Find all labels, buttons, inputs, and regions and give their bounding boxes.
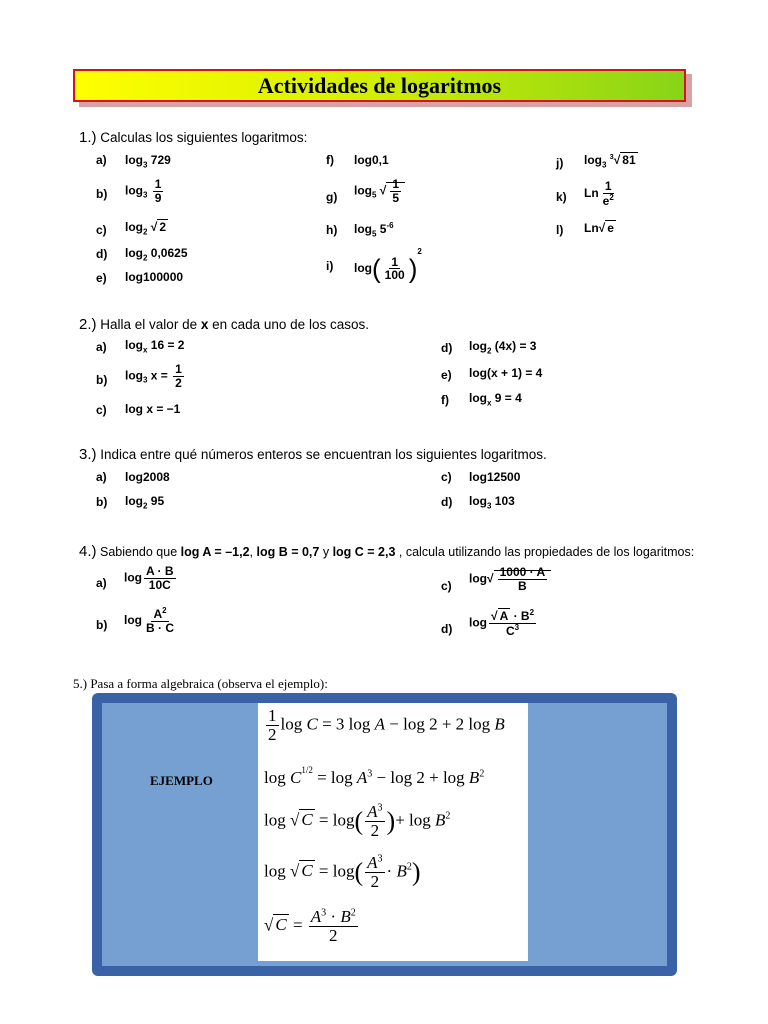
item-label: h) — [326, 223, 338, 237]
condition-a: log A = –1,2 — [180, 545, 250, 559]
q1-item-l — [556, 223, 563, 237]
q2-expr-f: $\log_x 9 = 4$ — [469, 391, 522, 408]
question-text: Halla el valor de — [100, 317, 201, 332]
item-label: f) — [326, 153, 334, 167]
q4-expr-d: log $\frac{√ A \cdot B^2}{C^3}$ — [469, 608, 535, 638]
q3-item-d — [441, 495, 452, 509]
q2-item-e — [441, 368, 452, 382]
item-label: e) — [441, 368, 452, 382]
question-variable: x — [200, 317, 209, 332]
q4-expr-c: log√ $\frac{1000 \cdot A}{B}$ — [469, 566, 551, 592]
q1-expr-e: log100000 — [125, 270, 184, 284]
q1-expr-j: $\log_3 ^3√$ 81 — [584, 153, 636, 170]
q2-expr-c: log x = −1 — [125, 402, 181, 416]
q1-item-a — [96, 153, 107, 167]
item-label: b) — [96, 495, 108, 509]
question-text: Indica entre qué números enteros se encuentran los siguientes logaritmos. — [100, 447, 547, 462]
q2-item-a — [96, 340, 107, 354]
title-banner — [73, 69, 686, 102]
equation-1: $\frac{1}{2}$ log C = 3 log A − log 2 + 2 log B — [268, 706, 505, 744]
q1-expr-c: $\log_2$ √ 2 — [125, 220, 167, 237]
q4-item-d — [441, 622, 452, 636]
q1-expr-a: $\log_3 729$ — [125, 153, 171, 170]
item-label: d) — [96, 247, 108, 261]
item-label: k) — [556, 190, 567, 204]
equation-4: log √ C = log( $\frac{A^3}{2}$ · $B^2$) — [264, 853, 421, 891]
question-1-heading — [79, 129, 307, 146]
item-label: c) — [441, 470, 452, 484]
question-2-heading — [79, 316, 369, 333]
q1-expr-l: Ln√ e — [584, 221, 614, 235]
expr-value: e — [607, 221, 614, 235]
item-label: a) — [96, 470, 107, 484]
expr-value: 103 — [494, 494, 515, 508]
condition-c: log C = 2,3 — [332, 545, 396, 559]
q3-expr-a: log2008 — [125, 470, 170, 484]
condition-b: log B = 0,7 — [256, 545, 320, 559]
q1-item-h — [326, 223, 337, 237]
q1-item-j — [556, 156, 563, 170]
item-label: b) — [96, 187, 108, 201]
equation-3: log √ C = log( $\frac{A^3}{2}$ )+ $\log B^2$ — [264, 802, 451, 840]
q2-expr-d: $\log_2 (4x) = 3$ — [469, 339, 537, 356]
separator: , — [249, 545, 257, 559]
item-label: j) — [556, 156, 564, 170]
q2-expr-a: $\log_x 16 = 2$ — [125, 338, 185, 355]
item-label: a) — [96, 153, 107, 167]
q1-expr-d: $\log_2 0,0625$ — [125, 246, 188, 263]
expr-value: 2 — [159, 220, 167, 234]
expr-exponent: -6 — [386, 221, 394, 230]
q4-item-c — [441, 579, 452, 593]
question-number: 4.) — [79, 543, 97, 560]
q1-expr-k: Ln $\frac{1}{e^2}$ — [584, 179, 614, 208]
expr-value: 81 — [622, 153, 636, 167]
q1-item-i — [326, 259, 333, 273]
q3-expr-b: $\log_2 95$ — [125, 494, 165, 511]
item-label: g) — [326, 190, 338, 204]
q1-expr-i: log( $\frac{1}{100}$ )$^2$ — [354, 247, 422, 284]
q3-item-c — [441, 470, 452, 484]
q3-item-a — [96, 470, 107, 484]
item-label: a) — [96, 340, 107, 354]
equation-5: √ C = $\frac{A^3 \cdot B^2}{2}$ — [264, 907, 356, 945]
q3-item-b — [96, 495, 107, 509]
item-label: l) — [556, 223, 564, 237]
question-text-end: en cada uno de los casos. — [208, 317, 369, 332]
q1-expr-b: $\log_3$ $\frac{1}{9}$ — [125, 177, 162, 205]
q1-item-b — [96, 187, 107, 201]
item-label: d) — [441, 341, 453, 355]
expr-value: 95 — [150, 494, 165, 508]
q2-expr-e: log(x + 1) = 4 — [469, 366, 543, 380]
item-label: i) — [326, 259, 334, 273]
q1-item-f — [326, 153, 334, 167]
item-label: c) — [96, 403, 107, 417]
item-label: b) — [96, 373, 108, 387]
q4-item-b — [96, 618, 107, 632]
q3-expr-c: log12500 — [469, 470, 521, 484]
item-label: a) — [96, 576, 107, 590]
q1-item-e — [96, 271, 107, 285]
q3-expr-d: $\log_3 103$ — [469, 494, 515, 511]
frac-num: 1 — [604, 179, 612, 193]
expr-value: 0,0625 — [150, 246, 188, 260]
example-label: EJEMPLO — [150, 773, 213, 788]
q2-item-c — [96, 403, 107, 417]
q4-item-a — [96, 576, 107, 590]
item-label: c) — [96, 223, 107, 237]
question-text: Sabiendo que — [100, 545, 181, 559]
q4-expr-a: log $\frac{A \cdot B}{10C}$ — [124, 564, 174, 592]
item-label: e) — [96, 271, 107, 285]
q2-item-f — [441, 393, 449, 407]
separator: y — [319, 545, 333, 559]
example-equations — [258, 703, 528, 961]
q2-expr-b: $\log_3 x$ = $\frac{1}{2}$ — [125, 362, 182, 390]
expr-value: 5 — [379, 222, 387, 236]
question-4-heading — [79, 543, 694, 560]
question-text-end: , calcula utilizando las propiedades de los logaritmos: — [395, 545, 695, 559]
q1-item-k — [556, 190, 567, 204]
question-3-heading — [79, 446, 547, 463]
question-number: 1.) — [79, 129, 97, 146]
q1-item-c — [96, 223, 107, 237]
question-number: 3.) — [79, 446, 97, 463]
page-title: Actividades de logaritmos — [257, 72, 502, 98]
expr-value: 729 — [150, 153, 171, 167]
item-label: b) — [96, 618, 108, 632]
frac-den: e — [602, 193, 610, 208]
q2-item-b — [96, 373, 107, 387]
q1-expr-h: $\log_5 5^{-6}$ — [354, 221, 394, 239]
q1-item-d — [96, 247, 107, 261]
item-label: f) — [441, 393, 449, 407]
item-label: d) — [441, 622, 453, 636]
question-text: Calculas los siguientes logaritmos: — [100, 130, 308, 145]
item-label: d) — [441, 495, 453, 509]
q4-expr-b: log $\frac{A^2}{B \cdot C}$ — [124, 606, 174, 635]
q2-item-d — [441, 341, 452, 355]
q1-expr-g: $\log_5$ √ $\frac{1}{5}$ — [354, 178, 405, 204]
item-label: c) — [441, 579, 452, 593]
equation-2: $\log C^{1/2} = \log A^3 - \log 2 + \log B^2$ — [264, 765, 485, 787]
q1-expr-f: log0,1 — [354, 153, 389, 167]
question-number: 2.) — [79, 316, 97, 333]
q1-item-g — [326, 190, 337, 204]
question-5-heading: 5.) Pasa a forma algebraica (observa el ejemplo): — [73, 676, 328, 691]
